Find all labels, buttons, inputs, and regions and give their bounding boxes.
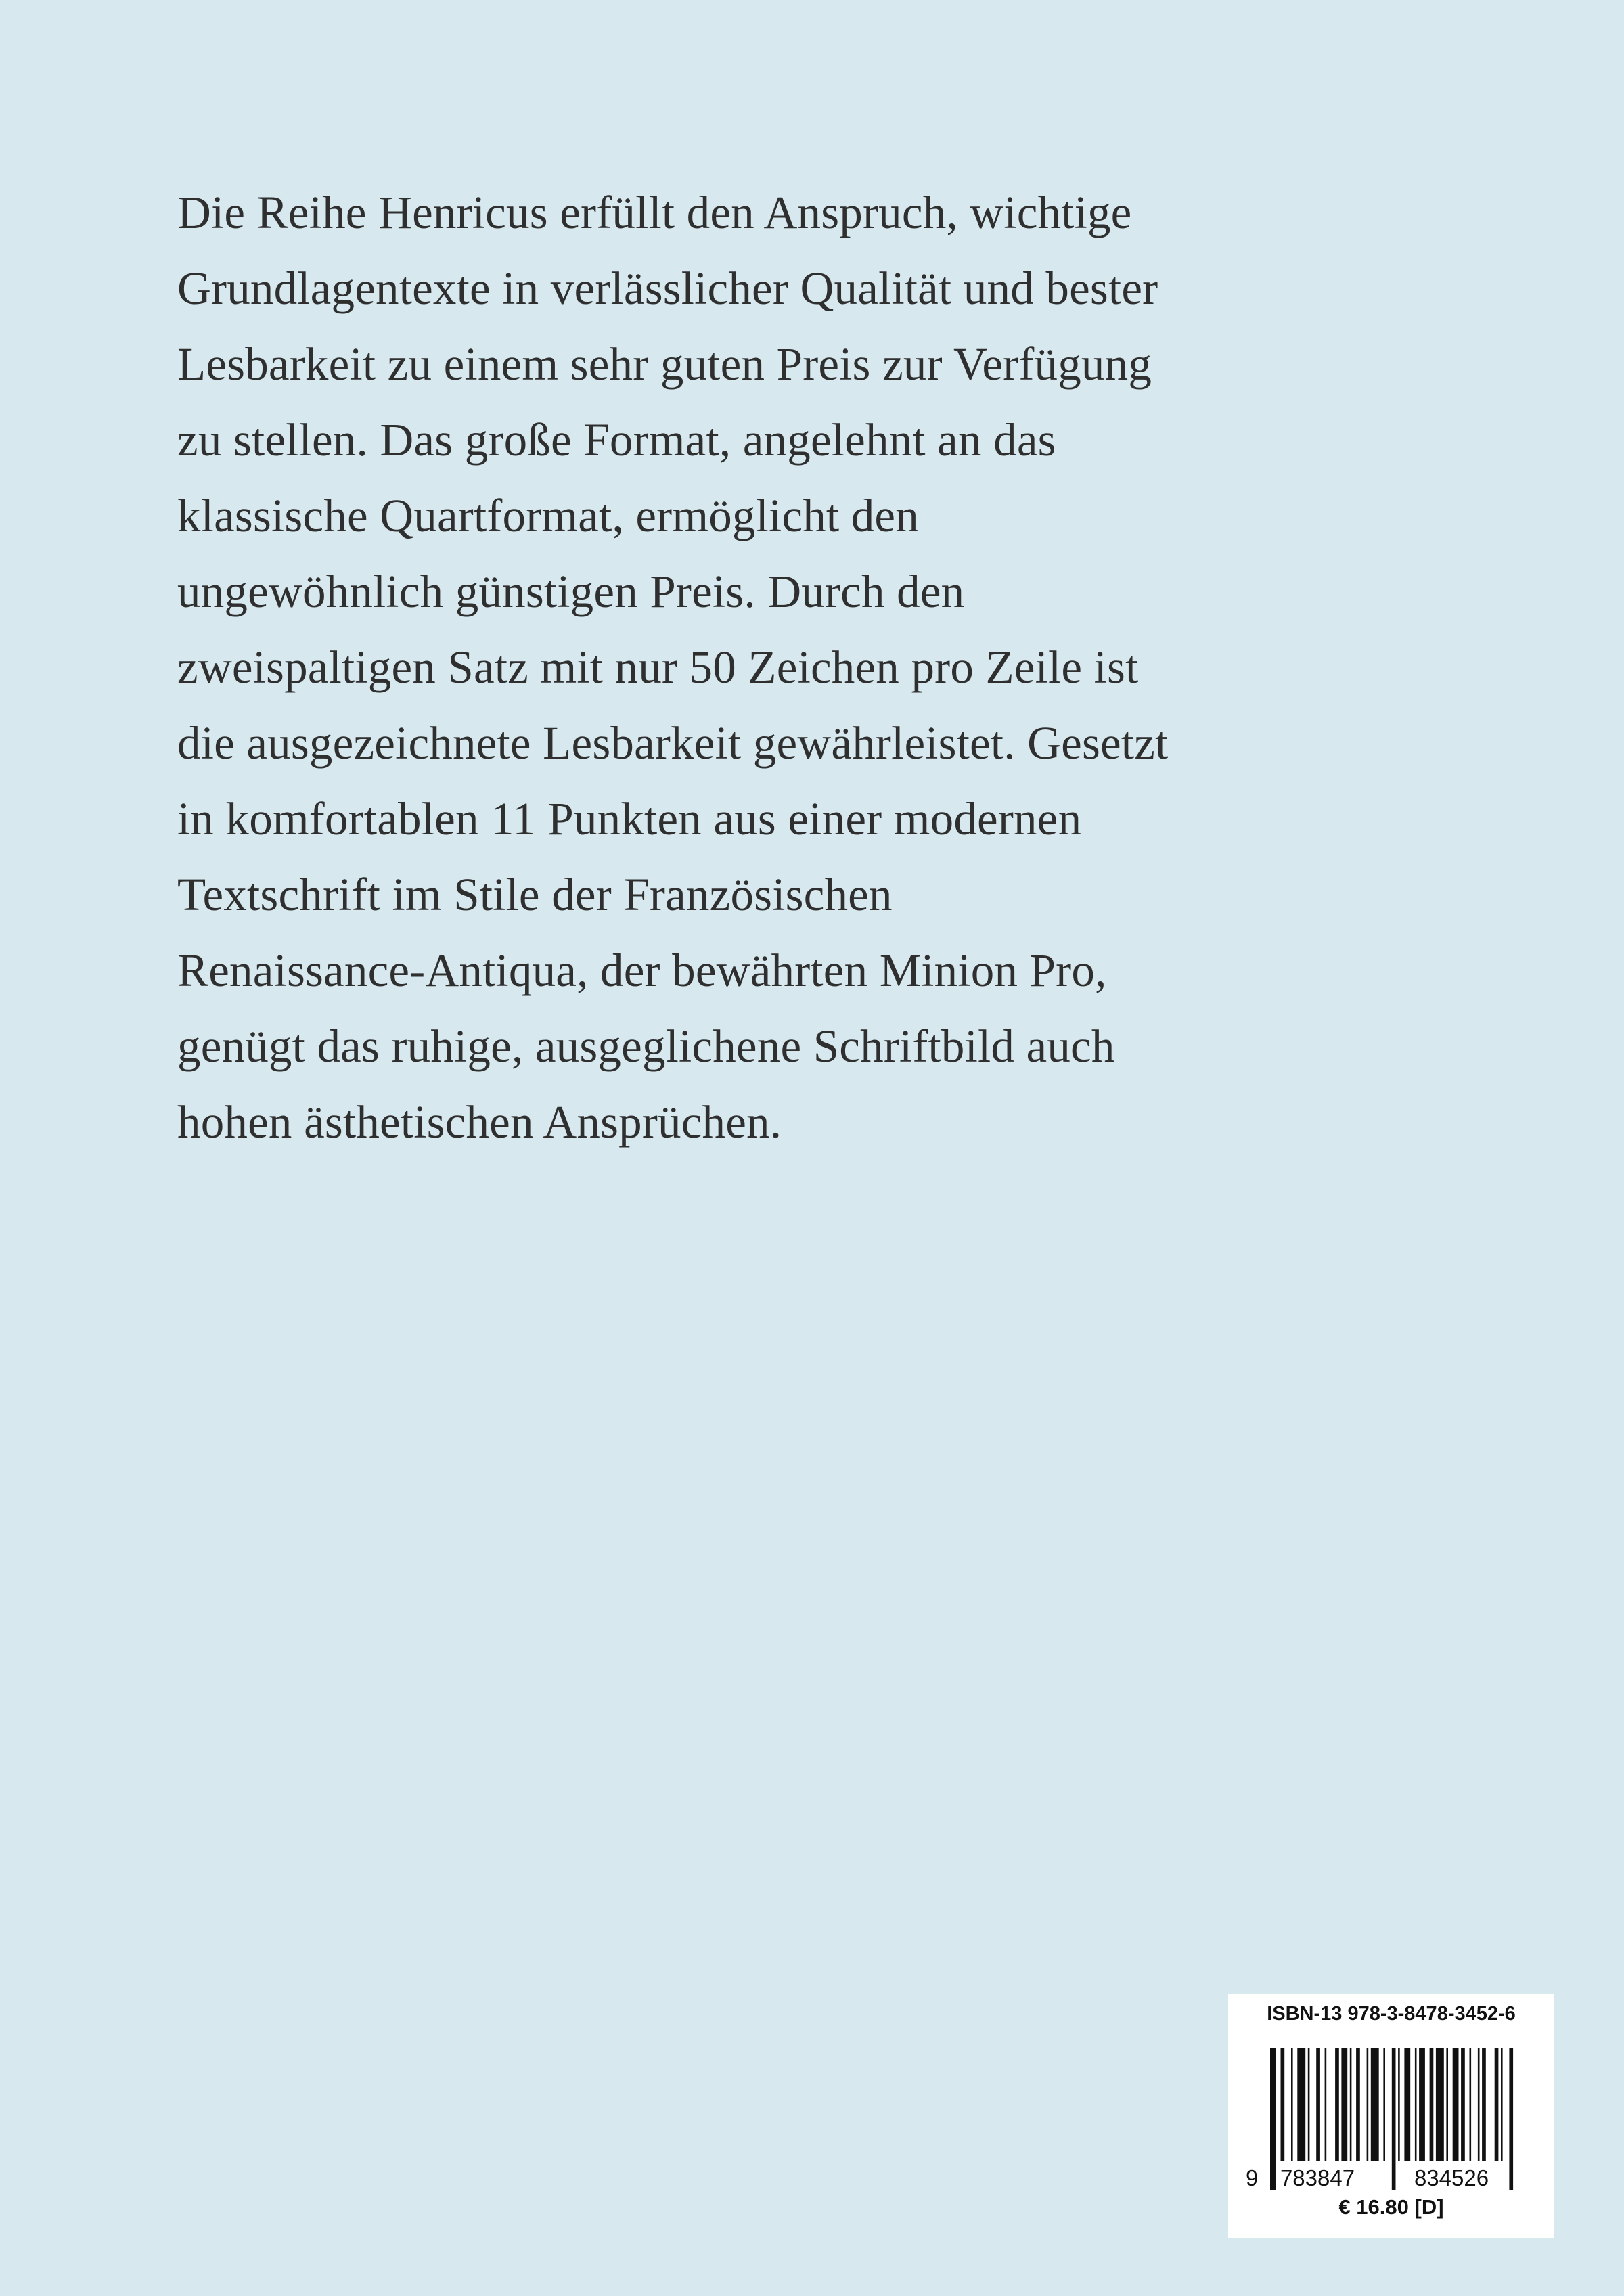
barcode-bar [1470,2048,1472,2161]
barcode-bar [1383,2048,1385,2161]
barcode-bar [1291,2048,1293,2161]
barcode-bar [1392,2048,1396,2190]
barcode-bar [1436,2048,1444,2161]
barcode-bar [1281,2048,1285,2161]
barcode-bar [1404,2048,1410,2161]
barcode-bar [1367,2048,1369,2161]
barcode-bar [1335,2048,1339,2161]
barcode-bar [1419,2048,1425,2161]
barcode-bar [1430,2048,1434,2161]
barcode-bar [1297,2048,1305,2161]
isbn-label: ISBN-13 978-3-8478-3452-6 [1267,2003,1516,2025]
blurb-line: Lesbarkeit zu einem sehr guten Preis zur Verfügung [177,338,1152,390]
barcode-bar [1341,2048,1347,2161]
blurb-line: Grundlagentexte in verlässlicher Qualität und bester [177,263,1158,314]
barcode-bar [1316,2048,1320,2161]
blurb-line: Renaissance-Antiqua, der bewährten Minion Pro, [177,945,1107,996]
barcode-bar [1482,2048,1486,2161]
barcode-bar [1350,2048,1352,2161]
barcode-panel [1228,1994,1554,2238]
blurb-line: klassische Quartformat, ermöglicht den [177,490,919,541]
barcode-bar [1478,2048,1480,2161]
barcode-bar [1415,2048,1417,2161]
barcode-digits-right: 834526 [1414,2165,1489,2190]
blurb-line: Textschrift im Stile der Französischen [177,869,893,920]
blurb-line: genügt das ruhige, ausgeglichene Schriftbild auch [177,1020,1115,1072]
blurb-line: die ausgezeichnete Lesbarkeit gewährleistet. Gesetzt [177,717,1169,769]
barcode-bar [1371,2048,1379,2161]
blurb-text [177,175,1504,1160]
blurb-line: ungewöhnlich günstigen Preis. Durch den [177,566,965,617]
barcode-bar [1495,2048,1499,2161]
barcode-bar [1501,2048,1503,2161]
barcode-bar [1325,2048,1327,2161]
blurb-line: Die Reihe Henricus erfüllt den Anspruch, wichtige [177,187,1132,238]
barcode-bar [1356,2048,1360,2161]
blurb-line: zweispaltigen Satz mit nur 50 Zeichen pro Zeile ist [177,641,1139,693]
blurb-line: zu stellen. Das große Format, angelehnt an das [177,414,1056,466]
barcode-bar [1509,2048,1513,2190]
barcode-bar [1446,2048,1448,2161]
blurb-line: hohen ästhetischen Ansprüchen. [177,1096,782,1148]
barcode-digit-lead: 9 [1246,2165,1259,2190]
barcode-bar [1270,2048,1276,2190]
barcode-bar [1308,2048,1310,2161]
price-label: € 16.80 [D] [1338,2195,1444,2219]
blurb-line: in komfortablen 11 Punkten aus einer modernen [177,793,1082,845]
barcode-bar [1398,2048,1400,2161]
barcode-bar [1453,2048,1459,2161]
barcode-bar [1461,2048,1465,2161]
barcode-digits-left: 783847 [1280,2165,1355,2190]
